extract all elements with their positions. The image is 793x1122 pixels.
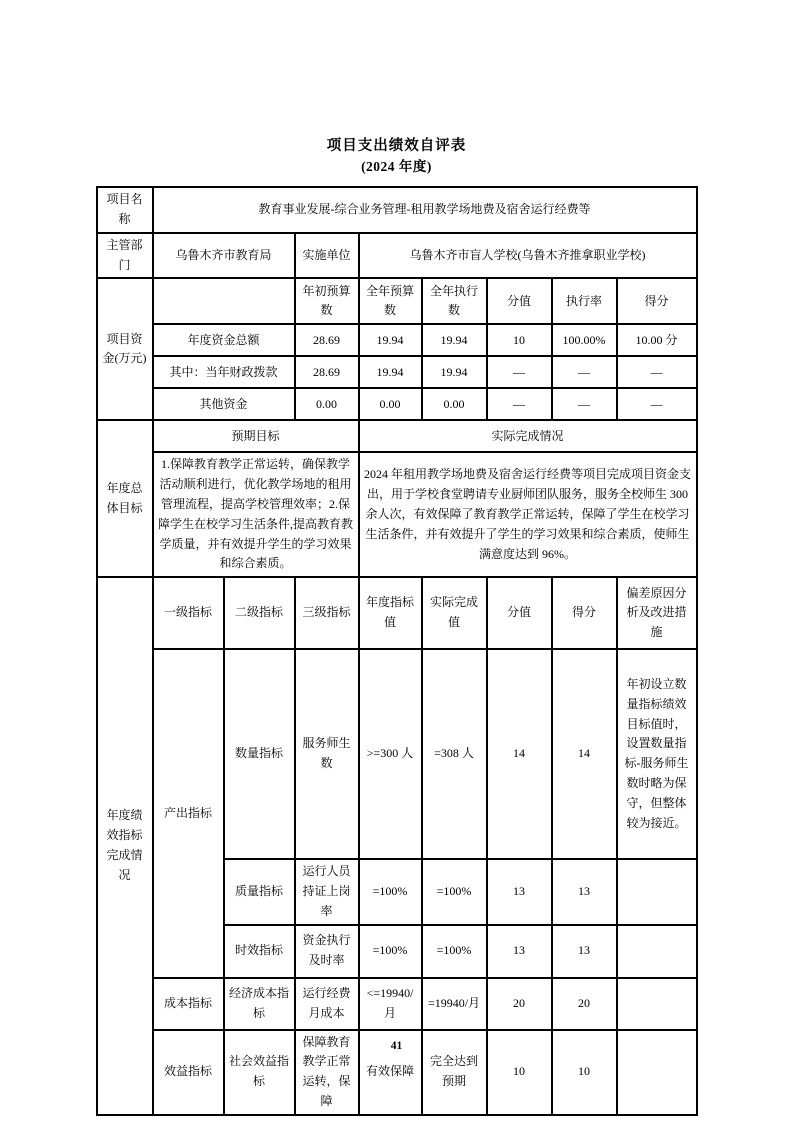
indicator-timeliness-score: 13 <box>552 925 617 978</box>
funds-header-execution-rate: 执行率 <box>552 278 617 324</box>
funds-empty-cell <box>153 278 295 324</box>
dept-value: 乌鲁木齐市教育局 <box>153 233 295 279</box>
project-name-value: 教育事业发展-综合业务管理-租用教学场地费及宿舍运行经费等 <box>153 187 697 233</box>
funds-other-v3: 0.00 <box>422 388 487 420</box>
funds-fiscal-score-max: — <box>487 356 552 388</box>
row-project-name <box>97 187 697 233</box>
indicator-quality-score-max: 13 <box>487 859 552 924</box>
indicator-cost-score: 20 <box>552 978 617 1030</box>
funds-fiscal-rate: — <box>552 356 617 388</box>
funds-other-v2: 0.00 <box>359 388 422 420</box>
row-department <box>97 233 697 279</box>
funds-total-score: 10.00 分 <box>617 324 697 356</box>
indicator-quality-target: =100% <box>359 859 422 924</box>
funds-total-label: 年度资金总额 <box>153 324 295 356</box>
funds-total-v2: 19.94 <box>359 324 422 356</box>
project-name-label: 项目名称 <box>97 187 153 233</box>
evaluation-table <box>96 186 698 1116</box>
indicator-benefit-score: 10 <box>552 1030 617 1115</box>
indicator-quantity-score-max: 14 <box>487 649 552 859</box>
funds-header-score: 得分 <box>617 278 697 324</box>
funds-header-annual-budget: 全年预算数 <box>359 278 422 324</box>
indicator-quantity-deviation: 年初设立数量指标绩效目标值时，设置数量指标-服务师生数时略为保守，但整体较为接近。 <box>617 649 697 859</box>
indicator-l2-quality: 质量指标 <box>224 859 295 924</box>
goal-expected-header: 预期目标 <box>153 420 359 452</box>
indicator-quantity-actual: =308 人 <box>422 649 487 859</box>
funds-other-label: 其他资金 <box>153 388 295 420</box>
indicator-l3-fund-execution-rate: 资金执行及时率 <box>295 925 359 978</box>
funds-fiscal-v3: 19.94 <box>422 356 487 388</box>
row-funds-other <box>97 388 697 420</box>
indicator-l2-social-benefit: 社会效益指标 <box>224 1030 295 1115</box>
indicator-l2-timeliness: 时效指标 <box>224 925 295 978</box>
goal-expected-text: 1.保障教育教学正常运转，确保教学活动顺利进行，优化教学场地的租用管理流程，提高学校管理效率；2.保障学生在校学习生活条件,提高教育教学质量，并有效提升学生的学习效果和综合素质。 <box>153 452 359 577</box>
indicator-cost-score-max: 20 <box>487 978 552 1030</box>
indicator-quality-actual: =100% <box>422 859 487 924</box>
indicator-timeliness-score-max: 13 <box>487 925 552 978</box>
impl-label: 实施单位 <box>295 233 359 279</box>
funds-header-score-max: 分值 <box>487 278 552 324</box>
funds-total-v3: 19.94 <box>422 324 487 356</box>
funds-fiscal-v1: 28.69 <box>295 356 359 388</box>
indicator-cost-deviation <box>617 978 697 1030</box>
indicator-row-label: 年度绩效指标完成情况 <box>97 577 153 1115</box>
indicator-header-l2: 二级指标 <box>224 577 295 649</box>
indicator-header-l3: 三级指标 <box>295 577 359 649</box>
indicator-cost-actual: =19940/月 <box>422 978 487 1030</box>
indicator-l3-certified-rate: 运行人员持证上岗率 <box>295 859 359 924</box>
impl-value: 乌鲁木齐市盲人学校(乌鲁木齐推拿职业学校) <box>359 233 697 279</box>
indicator-benefit-target: 有效保障 <box>359 1030 422 1115</box>
dept-label: 主管部门 <box>97 233 153 279</box>
goal-actual-text: 2024 年租用教学场地费及宿舍运行经费等项目完成项目资金支出，用于学校食堂聘请专业厨师团队服务，服务全校师生 300 余人次，有效保障了教育教学正常运转，保障了学生在校学习生活条件，并有效提升了学生的学习效果和综合素质，使师生满意度达到 96%。 <box>359 452 697 577</box>
row-indicator-header <box>97 577 697 649</box>
funds-header-initial-budget: 年初预算数 <box>295 278 359 324</box>
indicator-header-score: 得分 <box>552 577 617 649</box>
row-goal-header <box>97 420 697 452</box>
funds-fiscal-score: — <box>617 356 697 388</box>
indicator-quantity-target: >=300 人 <box>359 649 422 859</box>
indicator-l2-economic-cost: 经济成本指标 <box>224 978 295 1030</box>
indicator-header-target: 年度指标值 <box>359 577 422 649</box>
funds-other-score: — <box>617 388 697 420</box>
row-goal-content <box>97 452 697 577</box>
indicator-header-deviation: 偏差原因分析及改进措施 <box>617 577 697 649</box>
indicator-l1-benefit: 效益指标 <box>153 1030 224 1115</box>
funds-fiscal-v2: 19.94 <box>359 356 422 388</box>
indicator-benefit-actual: 完全达到预期 <box>422 1030 487 1115</box>
indicator-l3-served-count: 服务师生数 <box>295 649 359 859</box>
funds-header-annual-execution: 全年执行数 <box>422 278 487 324</box>
funds-other-v1: 0.00 <box>295 388 359 420</box>
indicator-cost-target: <=19940/月 <box>359 978 422 1030</box>
row-indicator-quantity <box>97 649 697 859</box>
indicator-l1-cost: 成本指标 <box>153 978 224 1030</box>
indicator-quality-score: 13 <box>552 859 617 924</box>
row-funds-total <box>97 324 697 356</box>
indicator-timeliness-target: =100% <box>359 925 422 978</box>
funds-total-rate: 100.00% <box>552 324 617 356</box>
indicator-header-actual: 实际完成值 <box>422 577 487 649</box>
funds-row-label: 项目资金(万元) <box>97 278 153 420</box>
row-funds-header <box>97 278 697 324</box>
indicator-header-score-max: 分值 <box>487 577 552 649</box>
page-number: 41 <box>390 1040 403 1052</box>
funds-total-v1: 28.69 <box>295 324 359 356</box>
indicator-l2-quantity: 数量指标 <box>224 649 295 859</box>
indicator-l3-ensure-teaching: 保障教育教学正常运转，保障 <box>295 1030 359 1115</box>
indicator-header-l1: 一级指标 <box>153 577 224 649</box>
document-subtitle: (2024 年度) <box>361 159 432 175</box>
funds-other-score-max: — <box>487 388 552 420</box>
indicator-l3-monthly-cost: 运行经费月成本 <box>295 978 359 1030</box>
funds-total-score-max: 10 <box>487 324 552 356</box>
indicator-timeliness-deviation <box>617 925 697 978</box>
goal-actual-header: 实际完成情况 <box>359 420 697 452</box>
row-indicator-cost <box>97 978 697 1030</box>
indicator-timeliness-actual: =100% <box>422 925 487 978</box>
indicator-quality-deviation <box>617 859 697 924</box>
indicator-quantity-score: 14 <box>552 649 617 859</box>
funds-other-rate: — <box>552 388 617 420</box>
document-title: 项目支出绩效自评表 <box>326 138 467 154</box>
funds-fiscal-label: 其中：当年财政拨款 <box>153 356 295 388</box>
indicator-l1-output: 产出指标 <box>153 649 224 977</box>
indicator-benefit-score-max: 10 <box>487 1030 552 1115</box>
row-funds-fiscal <box>97 356 697 388</box>
goal-row-label: 年度总体目标 <box>97 420 153 577</box>
